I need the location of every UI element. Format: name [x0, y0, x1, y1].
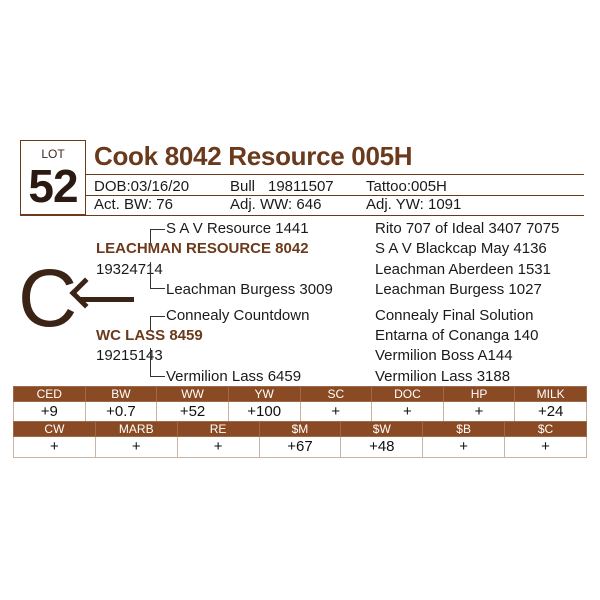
pedigree-right-2: S A V Blackcap May 4136	[375, 240, 547, 257]
epd-table-carcass	[13, 421, 587, 458]
pedigree-right-7: Vermilion Boss A144	[375, 347, 513, 364]
epd-header: SC	[300, 387, 372, 402]
epd-table-growth	[13, 386, 587, 423]
lot-number: 52	[28, 160, 78, 212]
dam-sire: Connealy Countdown	[166, 307, 310, 324]
epd-value: +48	[341, 437, 423, 458]
epd-header: MARB	[95, 422, 177, 437]
epd-header: WW	[157, 387, 229, 402]
epd-value: +	[177, 437, 259, 458]
tattoo: Tattoo:005H	[366, 178, 447, 195]
epd-header: RE	[177, 422, 259, 437]
epd-header: CW	[14, 422, 96, 437]
epd-header: $C	[505, 422, 587, 437]
epd-header: $M	[259, 422, 341, 437]
sire-dam: Leachman Burgess 3009	[166, 281, 333, 298]
pedigree-right-6: Entarna of Conanga 140	[375, 327, 539, 344]
epd-header: BW	[85, 387, 157, 402]
epd-value: +100	[228, 402, 300, 423]
divider-3	[20, 215, 584, 216]
dam-name: WC LASS 8459	[96, 327, 203, 344]
epd-value: +	[300, 402, 372, 423]
animal-name: Cook 8042 Resource 005H	[94, 141, 413, 171]
divider-1	[86, 174, 584, 175]
actual-bw: Act. BW: 76	[94, 196, 173, 213]
pedigree-right-1: Rito 707 of Ideal 3407 7075	[375, 220, 560, 237]
epd-value: +24	[515, 402, 587, 423]
grade-letter: C	[18, 253, 78, 344]
epd-value: +	[372, 402, 444, 423]
sire-name: LEACHMAN RESOURCE 8042	[96, 240, 309, 257]
epd-value: +	[505, 437, 587, 458]
epd-header: CED	[14, 387, 86, 402]
epd-value: +	[443, 402, 515, 423]
dam-registration: 19215143	[96, 347, 163, 364]
epd-value: +9	[14, 402, 86, 423]
pedigree-right-3: Leachman Aberdeen 1531	[375, 261, 551, 278]
epd-value: +	[95, 437, 177, 458]
epd-value: +52	[157, 402, 229, 423]
adjusted-yw: Adj. YW: 1091	[366, 196, 462, 213]
pedigree-right-4: Leachman Burgess 1027	[375, 281, 542, 298]
epd-header: HP	[443, 387, 515, 402]
epd-value: +0.7	[85, 402, 157, 423]
epd-header: MILK	[515, 387, 587, 402]
pedigree-right-8: Vermilion Lass 3188	[375, 368, 511, 385]
bull-label: Bull	[230, 178, 256, 195]
dob: DOB:03/16/20	[94, 178, 190, 195]
epd-header-row	[14, 422, 587, 437]
epd-header-row	[14, 387, 587, 402]
sire-sire: S A V Resource 1441	[166, 220, 309, 237]
pedigree-line	[150, 262, 165, 289]
epd-header: $B	[423, 422, 505, 437]
pedigree-right-5: Connealy Final Solution	[375, 307, 534, 324]
sire-registration: 19324714	[96, 261, 163, 278]
registration-number: 19811507	[268, 178, 334, 195]
epd-value: +	[423, 437, 505, 458]
pedigree-line	[150, 348, 165, 377]
lot-label: LOT	[41, 147, 65, 161]
dam-dam: Vermilion Lass 6459	[166, 368, 302, 385]
epd-value-row	[14, 402, 587, 423]
epd-header: YW	[228, 387, 300, 402]
epd-value: +67	[259, 437, 341, 458]
epd-value: +	[14, 437, 96, 458]
adjusted-ww: Adj. WW: 646	[230, 196, 322, 213]
epd-header: DOC	[372, 387, 444, 402]
epd-header: $W	[341, 422, 423, 437]
lot-box	[20, 140, 86, 215]
epd-value-row	[14, 437, 587, 458]
